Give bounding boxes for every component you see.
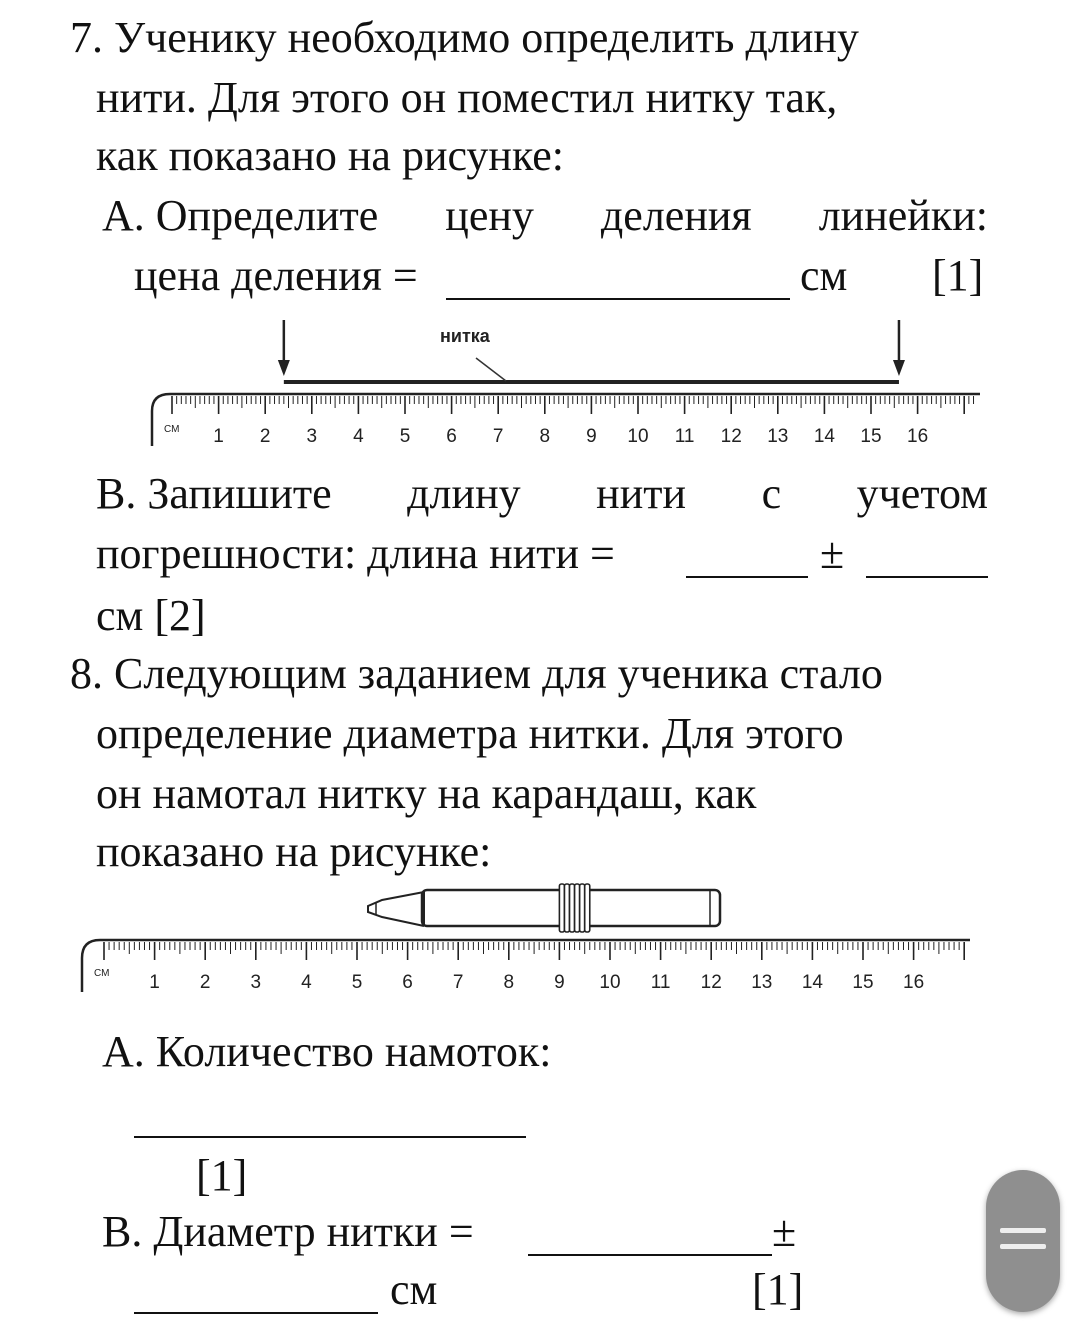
- word: длину: [407, 469, 521, 518]
- ruler-number: 16: [907, 426, 929, 447]
- right-arrow: [893, 320, 905, 376]
- word: А. Определите: [102, 191, 379, 240]
- ruler-number: 6: [446, 426, 457, 447]
- task8-partB-points: [1]: [752, 1265, 804, 1314]
- ruler-number: 4: [353, 426, 364, 447]
- ruler-number: 7: [492, 426, 504, 447]
- task7-partA-unit: см: [800, 251, 848, 300]
- task7-partB-tail: см [2]: [96, 591, 206, 640]
- ruler-number: 6: [402, 972, 413, 993]
- thread-label-pointer: [476, 358, 506, 381]
- ruler-number: 2: [259, 426, 271, 447]
- ruler-pencil-figure: [0, 880, 1070, 1000]
- ruler-number: 1: [213, 426, 224, 447]
- floating-menu-button[interactable]: [986, 1170, 1060, 1312]
- thread-turn: [585, 884, 590, 932]
- turns-count-blank[interactable]: [134, 1136, 526, 1138]
- task7-line1: 7. Ученику необходимо определить длину: [70, 13, 859, 62]
- ruler-numbers: [213, 426, 928, 447]
- ruler-number: 1: [149, 972, 160, 993]
- ruler-unit-label: СМ: [94, 968, 110, 979]
- task7-partB-label: погрешности: длина нити =: [96, 529, 615, 578]
- ruler-outline: [152, 394, 980, 446]
- task8-partB-pm: ±: [772, 1207, 797, 1256]
- ruler-number: 11: [650, 972, 671, 993]
- task7-line3: как показано на рисунке:: [96, 131, 565, 180]
- task7-partB-question: [96, 468, 988, 520]
- word: с: [761, 469, 782, 518]
- word: нити: [596, 469, 687, 518]
- ruler-number: 4: [301, 972, 312, 993]
- task8-partB-unit: см: [390, 1265, 438, 1314]
- thread-length-blank[interactable]: [686, 576, 808, 578]
- ruler-number: 12: [700, 972, 722, 993]
- task8-line2: определение диаметра нитки. Для этого: [96, 709, 844, 758]
- ruler-number: 13: [767, 426, 789, 447]
- ruler-ticks: [172, 396, 974, 414]
- ruler-number: 8: [539, 426, 551, 447]
- task8-line1: 8. Следующим заданием для ученика стало: [70, 649, 883, 698]
- task8-partA-label: А. Количество намоток:: [102, 1027, 552, 1076]
- diameter-blank[interactable]: [528, 1254, 772, 1256]
- ruler-number: 9: [554, 972, 565, 993]
- task7-partB-pm: ±: [820, 529, 845, 578]
- ruler-number: 7: [452, 972, 464, 993]
- division-value-blank[interactable]: [446, 298, 790, 300]
- task7-partA-label: цена деления =: [134, 251, 418, 300]
- ruler-numbers: [149, 972, 924, 993]
- task7-partA-question: [102, 190, 988, 242]
- ruler-number: 13: [751, 972, 773, 993]
- word: В. Запишите: [96, 469, 332, 518]
- ruler-ticks: [104, 942, 964, 960]
- ruler-number: 3: [306, 426, 318, 447]
- ruler-number: 11: [674, 426, 695, 447]
- task7-partA-points: [1]: [932, 251, 984, 300]
- task7-line2: нити. Для этого он поместил нитку так,: [96, 73, 838, 122]
- task8-partA-points: [1]: [196, 1151, 248, 1200]
- arrow-head: [278, 360, 290, 376]
- ruler-number: 10: [599, 972, 621, 993]
- word: цену: [445, 191, 534, 240]
- ruler-number: 14: [801, 972, 823, 993]
- task8-line4: показано на рисунке:: [96, 827, 492, 876]
- left-arrow: [278, 320, 290, 376]
- ruler-number: 5: [399, 426, 411, 447]
- task8-partB-label: В. Диаметр нитки =: [102, 1207, 474, 1256]
- thread-label: нитка: [440, 326, 490, 346]
- ruler-number: 2: [199, 972, 211, 993]
- word: линейки:: [818, 191, 988, 240]
- word: учетом: [856, 469, 988, 518]
- ruler-number: 10: [627, 426, 649, 447]
- diameter-error-blank[interactable]: [134, 1312, 378, 1314]
- ruler-number: 14: [813, 426, 835, 447]
- ruler-number: 8: [503, 972, 515, 993]
- ruler-number: 9: [586, 426, 597, 447]
- thread-error-blank[interactable]: [866, 576, 988, 578]
- ruler-thread-figure: [0, 316, 1070, 456]
- ruler-number: 3: [250, 972, 262, 993]
- word: деления: [600, 191, 752, 240]
- ruler-number: 16: [903, 972, 925, 993]
- ruler-number: 15: [852, 972, 874, 993]
- ruler-number: 5: [351, 972, 363, 993]
- pencil: [368, 890, 720, 926]
- arrow-head: [893, 360, 905, 376]
- thread-coil: [559, 884, 589, 932]
- task8-line3: он намотал нитку на карандаш, как: [96, 769, 757, 818]
- ruler-number: 12: [720, 426, 742, 447]
- ruler-number: 15: [860, 426, 882, 447]
- ruler-unit-label: СМ: [164, 424, 180, 435]
